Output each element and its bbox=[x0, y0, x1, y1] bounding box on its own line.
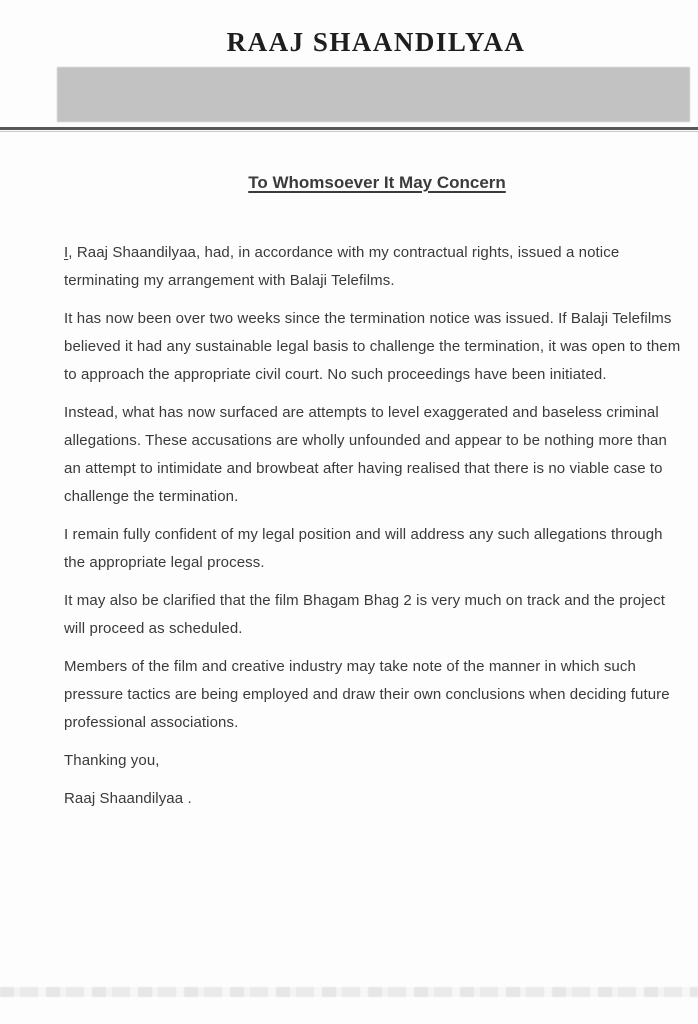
paragraph-3: Instead, what has now surfaced are attempts to level exaggerated and baseless criminal allegations. These accusations are wholly unfounded and appear to be nothing more than an attempt to intimidate and browbeat after having realised that there is no viable case to challenge the termination. bbox=[64, 404, 667, 505]
paragraph-6: Members of the film and creative industry may take note of the manner in which such pressure tactics are being employed and draw their own conclusions when deciding future professional associations. bbox=[64, 658, 670, 731]
paragraph-1 bbox=[64, 239, 684, 295]
letterhead-name: RAAJ SHAANDILYAA bbox=[226, 27, 526, 57]
divider-rule-light-line bbox=[0, 131, 698, 132]
divider-rule-dark-line bbox=[0, 127, 698, 130]
letterhead-divider-rule bbox=[0, 127, 698, 132]
paragraph-1-text: , Raaj Shaandilyaa, had, in accordance with my contractual rights, issued a notice terminating my arrangement with Balaji Telefilms. bbox=[64, 244, 620, 289]
signature-line: Raaj Shaandilyaa . bbox=[64, 790, 192, 807]
paragraph-4: I remain fully confident of my legal position and will address any such allegations through the appropriate legal process. bbox=[64, 526, 663, 571]
paragraph-5: It may also be clarified that the film Bhagam Bhag 2 is very much on track and the project will proceed as scheduled. bbox=[64, 592, 665, 637]
paragraph-1-underlined-lead: I bbox=[64, 244, 69, 261]
paragraph-2: It has now been over two weeks since the termination notice was issued. If Balaji Telefilms believed it had any sustainable legal basis to challenge the termination, it was open to them to approach the appropriate civil court. No such proceedings have been initiated. bbox=[64, 310, 681, 383]
bottom-faded-gray-strip bbox=[0, 987, 698, 997]
closing-line: Thanking you, bbox=[64, 752, 160, 769]
letterhead-gray-bar bbox=[57, 67, 690, 122]
letter-body bbox=[64, 239, 684, 823]
subject-line: To Whomsoever It May Concern bbox=[248, 173, 506, 192]
